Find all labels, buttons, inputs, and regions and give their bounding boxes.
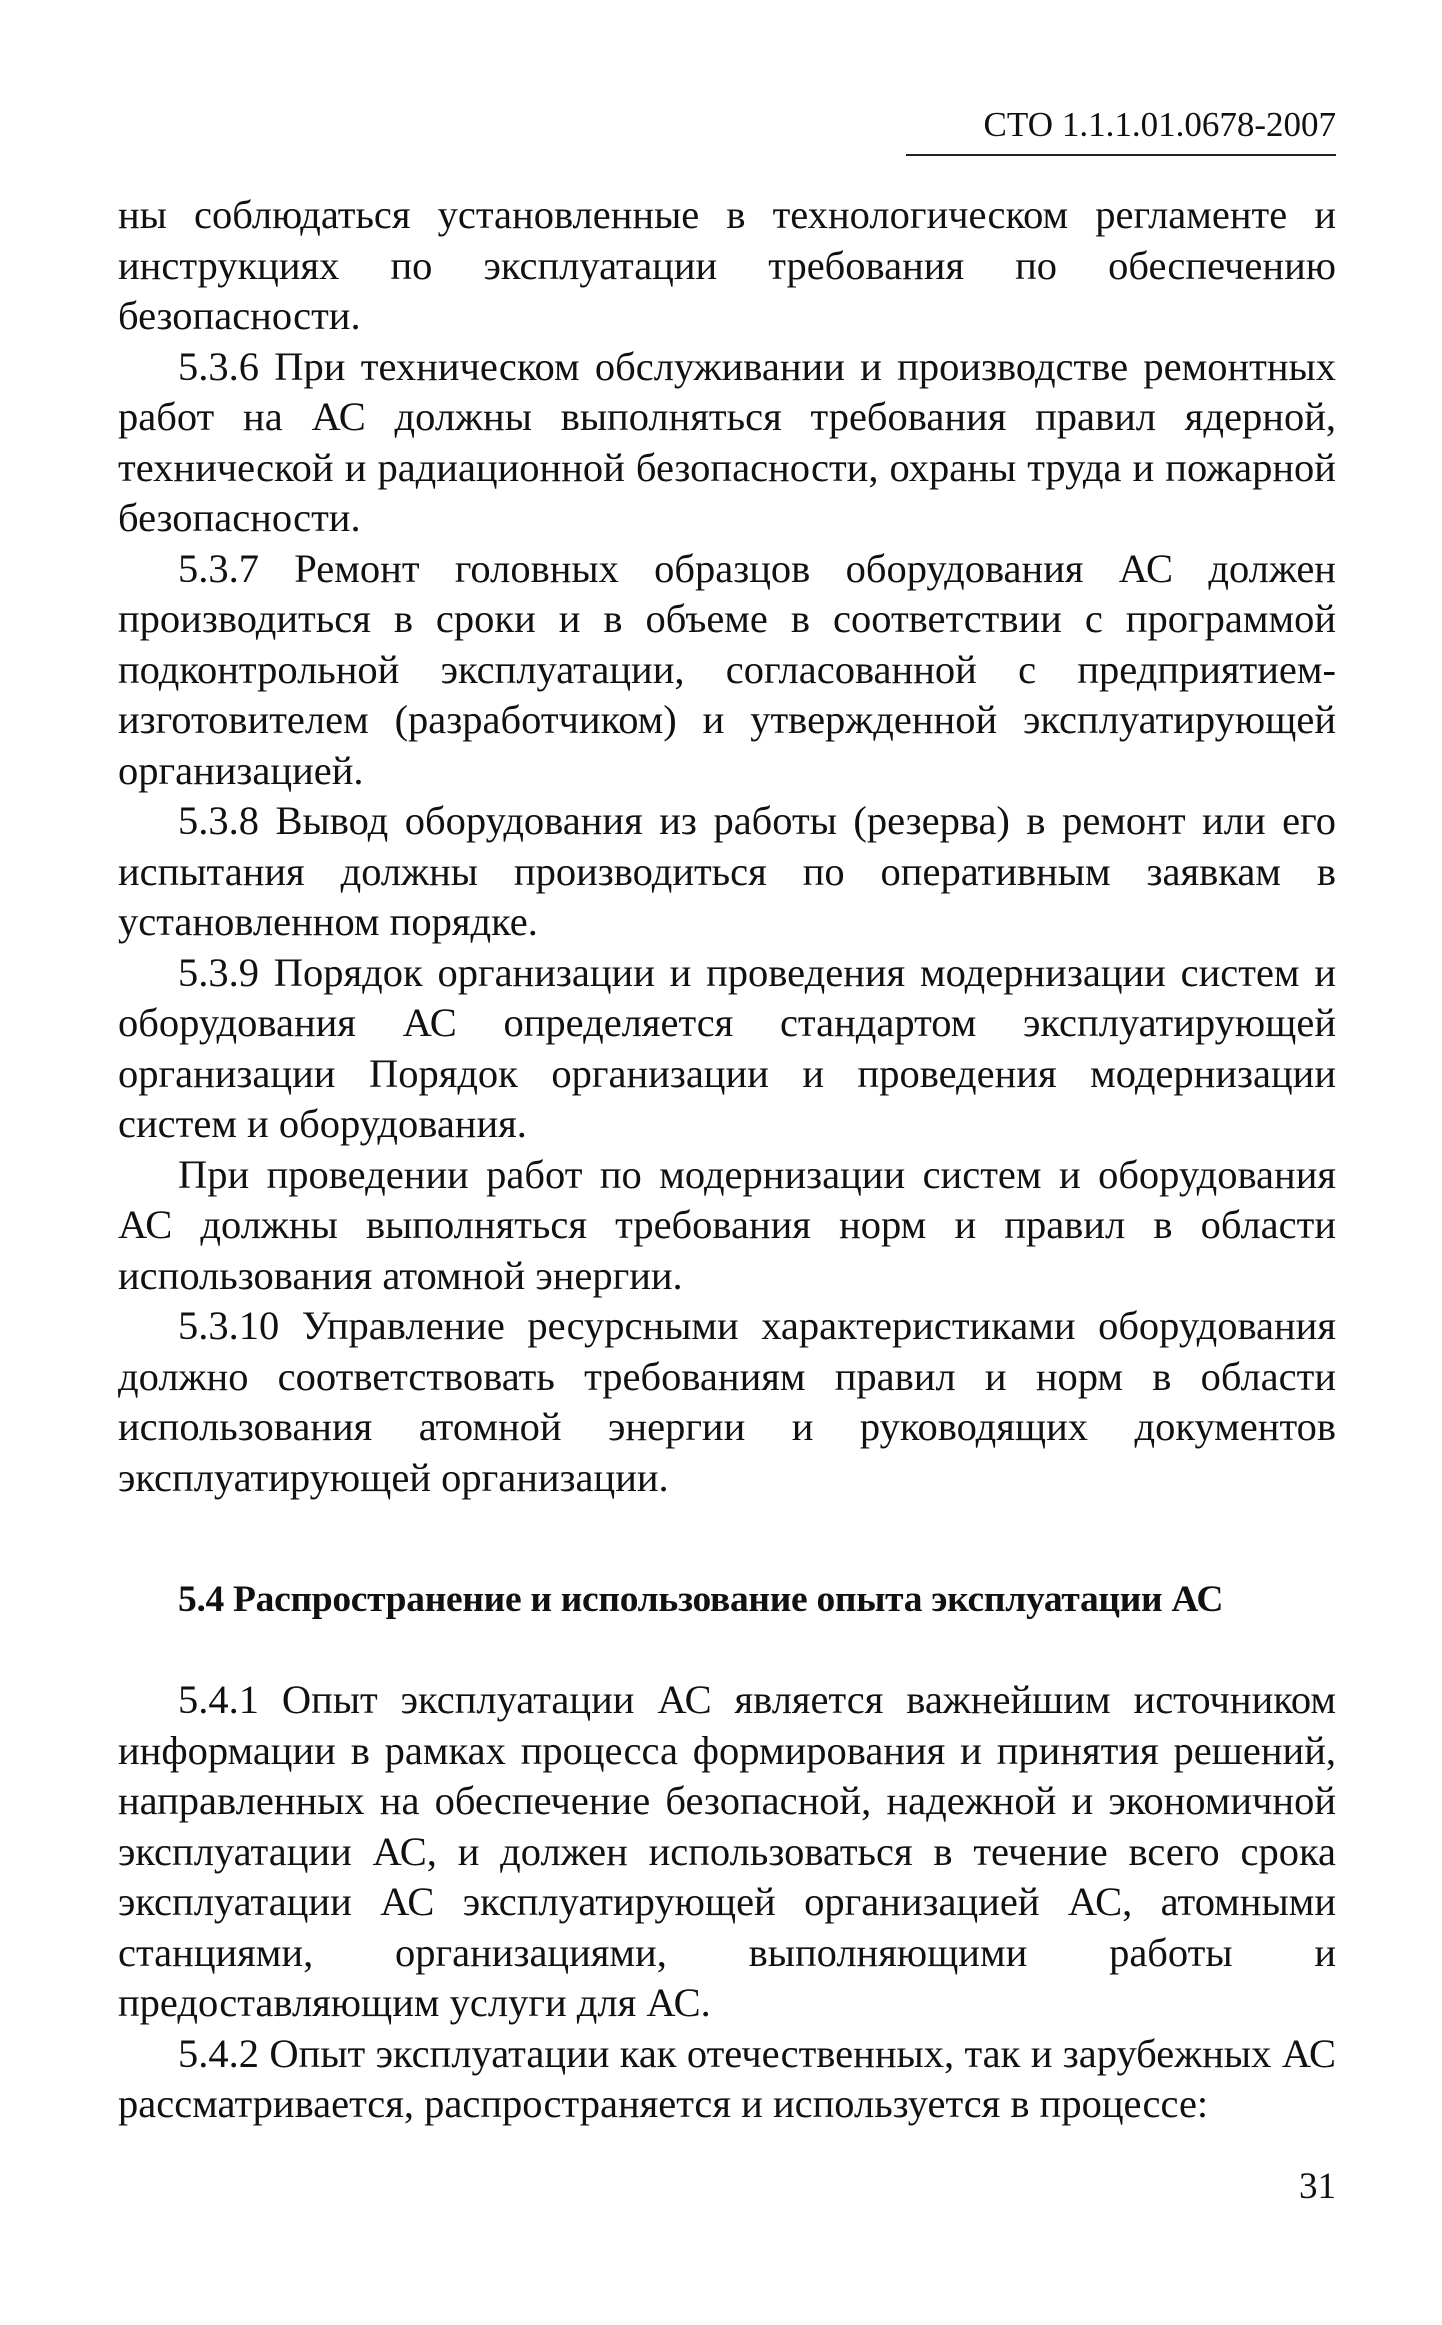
page-number: 31 xyxy=(1299,2166,1336,2207)
paragraph-5-4-2: 5.4.2 Опыт эксплуатации как отечественных, так и зарубежных АС рассматривается, распространяется и используется в процессе: xyxy=(118,2030,1336,2126)
paragraph-continuation: ны соблюдаться установленные в технологическом регламенте и инструкциях по эксплуатации требования по обеспечению безопасности. xyxy=(118,192,1336,338)
paragraph-modernization: При проведении работ по модернизации систем и оборудования АС должны выполняться требования норм и правил в области использования атомной энергии. xyxy=(118,1151,1336,1298)
paragraph-5-3-8: 5.3.8 Вывод оборудования из работы (резерва) в ремонт или его испытания должны производиться по оперативным заявкам в установленном порядке. xyxy=(118,798,1336,944)
section-heading-5-4: 5.4 Распространение и использование опыта эксплуатации АС xyxy=(178,1579,1224,1620)
page-body xyxy=(118,190,1336,2130)
paragraph-5-3-10: 5.3.10 Управление ресурсными характеристиками оборудования должно соответствовать требованиям правил и норм в области использования атомной энергии и руководящих документов эксплуатирующей организации. xyxy=(118,1303,1336,1500)
paragraph-5-3-9: 5.3.9 Порядок организации и проведения модернизации систем и оборудования АС определяется стандартом эксплуатирующей организации Порядок организации и проведения модернизации систем и оборудования. xyxy=(118,949,1336,1146)
paragraph-5-3-7: 5.3.7 Ремонт головных образцов оборудования АС должен производиться в сроки и в объеме в соответствии с программой подконтрольной эксплуатации, согласованной с предприятием-изготовителем (разработчиком) и утвержденной эксплуатирующей организацией. xyxy=(118,545,1336,793)
paragraph-5-4-1: 5.4.1 Опыт эксплуатации АС является важнейшим источником информации в рамках процесса формирования и принятия решений, направленных на обеспечение безопасной, надежной и экономичной эксплуатации АС, и должен использоваться в течение всего срока эксплуатации АС эксплуатирующей организацией АС, атомными станциями, организациями, выполняющими работы и предоставляющим услуги для АС. xyxy=(118,1677,1336,2025)
paragraph-5-3-6: 5.3.6 При техническом обслуживании и производстве ремонтных работ на АС должны выполняться требования правил ядерной, технической и радиационной безопасности, охраны труда и пожарной безопасности. xyxy=(118,343,1336,540)
document-code-header: СТО 1.1.1.01.0678-2007 xyxy=(906,104,1336,156)
